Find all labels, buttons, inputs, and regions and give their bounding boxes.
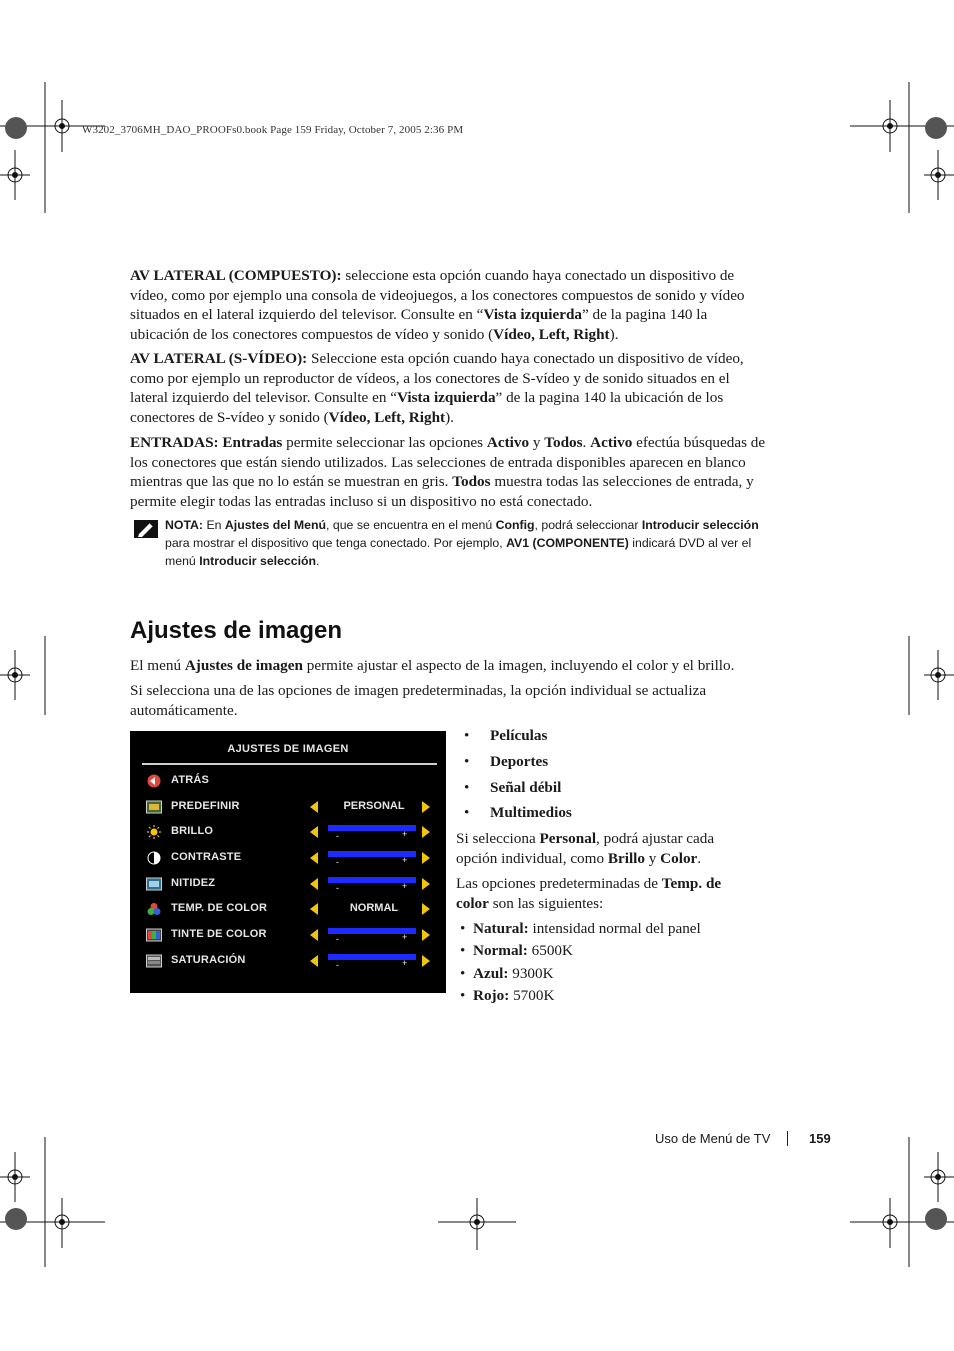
tv-menu-item-temp-color[interactable] <box>130 898 446 920</box>
tv-menu-label: BRILLO <box>171 825 214 837</box>
intro-paragraph-2: Si selecciona una de las opciones de imagen predeterminadas, la opción individual se actualiza automáticamente. <box>130 682 707 719</box>
header-stamp: W3202_3706MH_DAO_PROOFs0.book Page 159 Friday, October 7, 2005 2:36 PM <box>82 124 464 136</box>
page-number: 159 <box>809 1131 831 1146</box>
arrow-left-icon[interactable] <box>310 903 318 915</box>
tv-menu-label: ATRÁS <box>171 774 210 786</box>
note-text-4: para mostrar el dispositivo que tenga conectado. Por ejemplo, <box>165 536 507 550</box>
av-compuesto-ref: Vista izquierda <box>483 306 583 323</box>
temp-rojo-term: Rojo: <box>473 987 510 1004</box>
tv-menu-label: SATURACIÓN <box>171 954 246 966</box>
brillo-term: Brillo <box>607 849 645 867</box>
arrow-left-icon[interactable] <box>310 929 318 941</box>
note-text-5: indicará DVD al ver el menú <box>165 536 752 568</box>
note-av1: AV1 (COMPONENTE) <box>506 536 629 550</box>
intro1-menu-name: Ajustes de imagen <box>184 657 303 674</box>
slider-minus: - <box>336 934 339 944</box>
tv-menu-label: TINTE DE COLOR <box>171 928 267 940</box>
contrast-icon <box>146 851 162 865</box>
entradas-bold-2: Todos <box>544 434 583 451</box>
temp-natural-term: Natural: <box>473 920 529 937</box>
entradas-bold-1: Activo <box>486 434 530 451</box>
footer-section-label: Uso de Menú de TV <box>655 1131 771 1146</box>
av-svideo-term: AV LATERAL (S-VÍDEO): <box>130 350 308 367</box>
tv-menu-label: NITIDEZ <box>171 877 216 889</box>
tv-menu-item-brillo[interactable] <box>130 821 446 843</box>
footer-separator <box>787 1131 788 1146</box>
av-compuesto-paragraph <box>130 266 770 344</box>
note-text-1: En <box>203 518 225 532</box>
note-label: NOTA: <box>165 518 204 532</box>
temp-normal-text: 6500K <box>527 942 573 959</box>
personal-text-3: y <box>644 849 661 867</box>
arrow-right-icon[interactable] <box>422 878 430 890</box>
preset-deportes: Deportes <box>490 753 549 770</box>
arrow-right-icon[interactable] <box>422 801 430 813</box>
entradas-text-4: efectúa búsquedas de los conectores que están siendo utilizados. Las selecciones de entrada disponibles aparecen en blanco mientras que las que no lo están se muestran en gris. <box>130 434 766 490</box>
tv-menu-value: NORMAL <box>349 902 399 914</box>
bullet: • <box>460 965 466 982</box>
tv-menu-item-predefinir[interactable] <box>130 796 446 818</box>
saturation-icon <box>146 954 162 968</box>
arrow-right-icon[interactable] <box>422 955 430 967</box>
personal-paragraph <box>456 829 756 868</box>
tv-menu-item-atras[interactable] <box>130 770 446 792</box>
note-text-2: , que se encuentra en el menú <box>326 518 496 532</box>
tv-menu-label: PREDEFINIR <box>171 800 240 812</box>
intro1-text-2: permite ajustar el aspecto de la imagen, incluyendo el color y el brillo. <box>302 657 735 674</box>
av-compuesto-text-1: seleccione esta opción cuando haya conectado un dispositivo de vídeo, como por ejemplo una consola de videojuegos, a los conectores compuestos de sonido y vídeo situados en el lateral izquierdo del televisor. Consulte en “ <box>130 267 745 323</box>
note-introducir-2: Introducir selección <box>199 554 317 568</box>
preset-senal-debil: Señal débil <box>490 779 562 796</box>
av-svideo-connectors: Vídeo, Left, Right <box>328 408 446 426</box>
av-svideo-text-1: Seleccione esta opción cuando haya conectado un dispositivo de vídeo, como por ejemplo un reproductor de vídeos, a los conectores de S-vídeo y de sonido situados en el lateral izquierdo del televisor. Consulte en “ <box>130 350 744 406</box>
section-heading: Ajustes de imagen <box>130 617 343 644</box>
entradas-text-2: y <box>529 434 545 451</box>
tv-menu-item-nitidez[interactable] <box>130 873 446 895</box>
temp-paragraph <box>456 874 756 913</box>
tv-menu-value: PERSONAL <box>343 800 405 812</box>
arrow-right-icon[interactable] <box>422 929 430 941</box>
personal-text-4: . <box>697 849 702 867</box>
arrow-right-icon[interactable] <box>422 903 430 915</box>
note-text-3: , podrá seleccionar <box>534 518 642 532</box>
arrow-left-icon[interactable] <box>310 826 318 838</box>
slider-minus: - <box>336 883 339 893</box>
intro-paragraph-1 <box>130 656 770 676</box>
color-temp-icon <box>146 902 162 916</box>
slider-minus: - <box>336 831 339 841</box>
av-svideo-paragraph <box>130 349 770 427</box>
bullet: • <box>460 920 466 937</box>
slider-plus: + <box>402 958 408 968</box>
bullet: • <box>464 727 470 744</box>
arrow-left-icon[interactable] <box>310 801 318 813</box>
note-ajustes-menu: Ajustes del Menú <box>224 518 327 532</box>
entradas-bold-3: Activo <box>590 434 633 451</box>
tv-menu-label: TEMP. DE COLOR <box>171 902 268 914</box>
slider-plus: + <box>402 881 408 891</box>
slider-plus: + <box>402 829 408 839</box>
tv-menu-divider <box>142 763 437 765</box>
entradas-text-5: muestra todas las selecciones de entrada, y permite elegir todas las entradas incluso si un dispositivo no está conectado. <box>130 473 754 510</box>
av-compuesto-term: AV LATERAL (COMPUESTO): <box>130 267 342 284</box>
entradas-term: ENTRADAS: <box>130 434 219 451</box>
slider-minus: - <box>336 857 339 867</box>
tv-menu-title: AJUSTES DE IMAGEN <box>227 743 349 755</box>
bullet: • <box>460 987 466 1004</box>
av-compuesto-text-2: ” de la pagina 140 la ubicación de los conectores compuestos de vídeo y sonido ( <box>130 306 708 343</box>
personal-term: Personal <box>539 830 597 847</box>
personal-text-2: , podrá ajustar cada opción individual, como <box>456 830 715 867</box>
preset-peliculas: Películas <box>490 727 548 744</box>
arrow-right-icon[interactable] <box>422 826 430 838</box>
tv-menu-label: CONTRASTE <box>171 851 242 863</box>
temp-azul-text: 9300K <box>508 965 554 982</box>
entradas-bold-4: Todos <box>452 473 491 490</box>
temp-text-1: Las opciones predeterminadas de <box>456 875 662 892</box>
arrow-left-icon[interactable] <box>310 878 318 890</box>
entradas-text-3: . <box>582 434 591 451</box>
back-icon <box>146 774 162 788</box>
bullet: • <box>464 779 470 796</box>
slider-plus: + <box>402 932 408 942</box>
entradas-bold-0: Entradas <box>222 434 283 451</box>
note-text-6: . <box>316 554 320 568</box>
sharpness-icon <box>146 877 162 891</box>
tv-osd-menu <box>130 731 446 993</box>
temp-text-2: son las siguientes: <box>488 894 604 912</box>
temp-rojo-text: 5700K <box>509 987 555 1004</box>
note-introducir: Introducir selección <box>641 518 759 532</box>
av-compuesto-text-3: ). <box>609 325 619 343</box>
tv-menu-item-saturacion[interactable] <box>130 950 446 972</box>
personal-text-1: Si selecciona <box>456 830 540 847</box>
tv-menu-item-contraste[interactable] <box>130 847 446 869</box>
temp-term: Temp. de color <box>456 875 722 912</box>
temp-normal-term: Normal: <box>473 942 528 959</box>
bullet: • <box>464 804 470 821</box>
brightness-icon <box>146 825 162 839</box>
bullet: • <box>460 942 466 959</box>
av-compuesto-connectors: Vídeo, Left, Right <box>493 325 610 343</box>
preset-multimedios: Multimedios <box>490 804 572 821</box>
entradas-paragraph <box>130 433 770 511</box>
arrow-right-icon[interactable] <box>422 852 430 864</box>
entradas-text-1: permite seleccionar las opciones <box>282 434 487 451</box>
arrow-left-icon[interactable] <box>310 955 318 967</box>
bullet: • <box>464 753 470 770</box>
arrow-left-icon[interactable] <box>310 852 318 864</box>
note-config: Config <box>495 518 535 532</box>
slider-minus: - <box>336 960 339 970</box>
pencil-note-icon <box>134 520 158 538</box>
slider-plus: + <box>402 855 408 865</box>
av-svideo-text-2: ” de la pagina 140 la ubicación de los conectores de S-vídeo y sonido ( <box>130 389 724 426</box>
intro1-text-1: El menú <box>130 657 185 674</box>
preset-icon <box>146 800 162 814</box>
tv-menu-item-tinte-color[interactable] <box>130 924 446 946</box>
temp-azul-term: Azul: <box>473 965 509 982</box>
av-svideo-ref: Vista izquierda <box>396 389 496 406</box>
temp-natural-text: intensidad normal del panel <box>528 920 701 937</box>
av-svideo-text-3: ). <box>445 408 454 426</box>
color-term: Color <box>660 849 698 867</box>
tint-icon <box>146 928 162 942</box>
